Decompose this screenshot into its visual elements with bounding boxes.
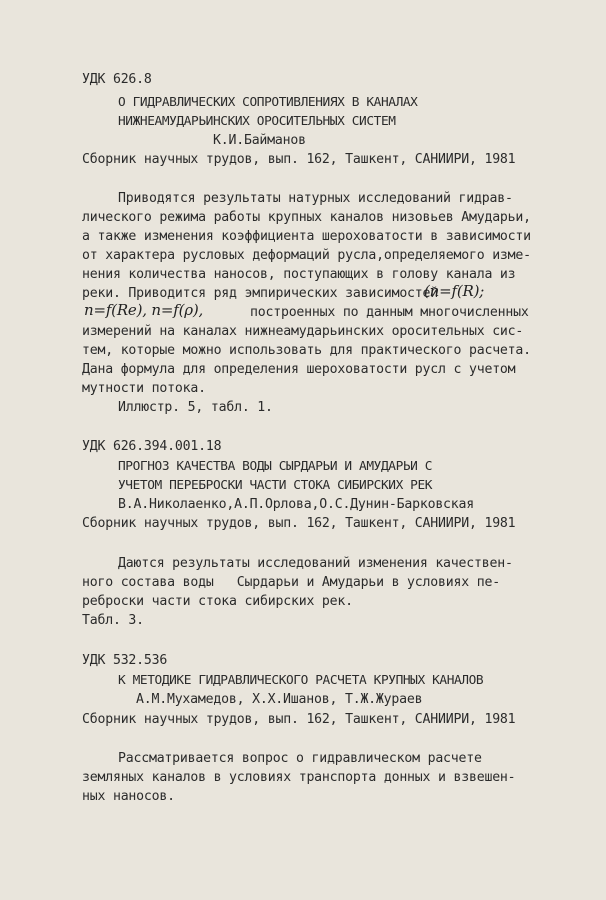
abstract-line: реброски части стока сибирских рек. xyxy=(82,594,353,609)
abstract-line: нения количества наносов, поступающих в голову канала из xyxy=(82,267,516,282)
abstract-line: измерений на каналах нижнеамударьинских оросительных сис- xyxy=(82,324,524,339)
abstract-line: Приводятся результаты натурных исследований гидрав- xyxy=(118,191,513,206)
entry-title-line: О ГИДРАВЛИЧЕСКИХ СОПРОТИВЛЕНИЯХ В КАНАЛАХ xyxy=(118,95,418,110)
entry-authors: К.И.Байманов xyxy=(213,133,306,148)
entry-footer: Иллюстр. 5, табл. 1. xyxy=(118,400,273,415)
abstract-line: ного состава воды Сырдарьи и Амударьи в условиях пе- xyxy=(82,575,500,590)
entry-title-line: К МЕТОДИКЕ ГИДРАВЛИЧЕСКОГО РАСЧЕТА КРУПНЫХ КАНАЛОВ xyxy=(118,673,484,688)
entry-source: Сборник научных трудов, вып. 162, Ташкент, САНИИРИ, 1981 xyxy=(82,152,516,167)
abstract-line: Дана формула для определения шероховатости русл с учетом xyxy=(82,362,516,377)
entry-authors: В.А.Николаенко,А.П.Орлова,О.С.Дунин-Барковская xyxy=(118,497,475,512)
entry-title-line: НИЖНЕАМУДАРЬИНСКИХ ОРОСИТЕЛЬНЫХ СИСТЕМ xyxy=(118,114,396,129)
entry-footer: Табл. 3. xyxy=(82,613,144,628)
abstract-line: лического режима работы крупных каналов низовьев Амударьи, xyxy=(82,210,531,225)
udk-code: УДК 626.8 xyxy=(82,72,152,87)
handwritten-formula: (n=f(R); xyxy=(424,282,485,300)
abstract-line: мутности потока. xyxy=(82,381,206,396)
entry-title-line: УЧЕТОМ ПЕРЕБРОСКИ ЧАСТИ СТОКА СИБИРСКИХ РЕК xyxy=(118,478,433,493)
udk-code: УДК 626.394.001.18 xyxy=(82,439,222,454)
entry-title-line: ПРОГНОЗ КАЧЕСТВА ВОДЫ СЫРДАРЬИ И АМУДАРЬИ С xyxy=(118,459,433,474)
abstract-line: а также изменения коэффициента шероховатости в зависимости xyxy=(82,229,531,244)
abstract-line: Рассматривается вопрос о гидравлическом расчете xyxy=(118,751,482,766)
entry-source: Сборник научных трудов, вып. 162, Ташкент, САНИИРИ, 1981 xyxy=(82,516,516,531)
abstract-line: Даются результаты исследований изменения качествен- xyxy=(118,556,513,571)
abstract-line: от характера русловых деформаций русла,определяемого изме- xyxy=(82,248,531,263)
abstract-line: построенных по данным многочисленных xyxy=(250,305,529,320)
handwritten-formula: n=f(Re), n=f(ρ), xyxy=(84,301,204,319)
abstract-line: земляных каналов в условиях транспорта донных и взвешен- xyxy=(82,770,516,785)
abstract-line: тем, которые можно использовать для практического расчета. xyxy=(82,343,531,358)
entry-authors: А.М.Мухамедов, Х.Х.Ишанов, Т.Ж.Жураев xyxy=(136,692,423,707)
udk-code: УДК 532.536 xyxy=(82,653,168,668)
abstract-line: реки. Приводится ряд эмпирических зависимостей xyxy=(82,286,439,301)
abstract-line: ных наносов. xyxy=(82,789,175,804)
entry-source: Сборник научных трудов, вып. 162, Ташкент, САНИИРИ, 1981 xyxy=(82,712,516,727)
